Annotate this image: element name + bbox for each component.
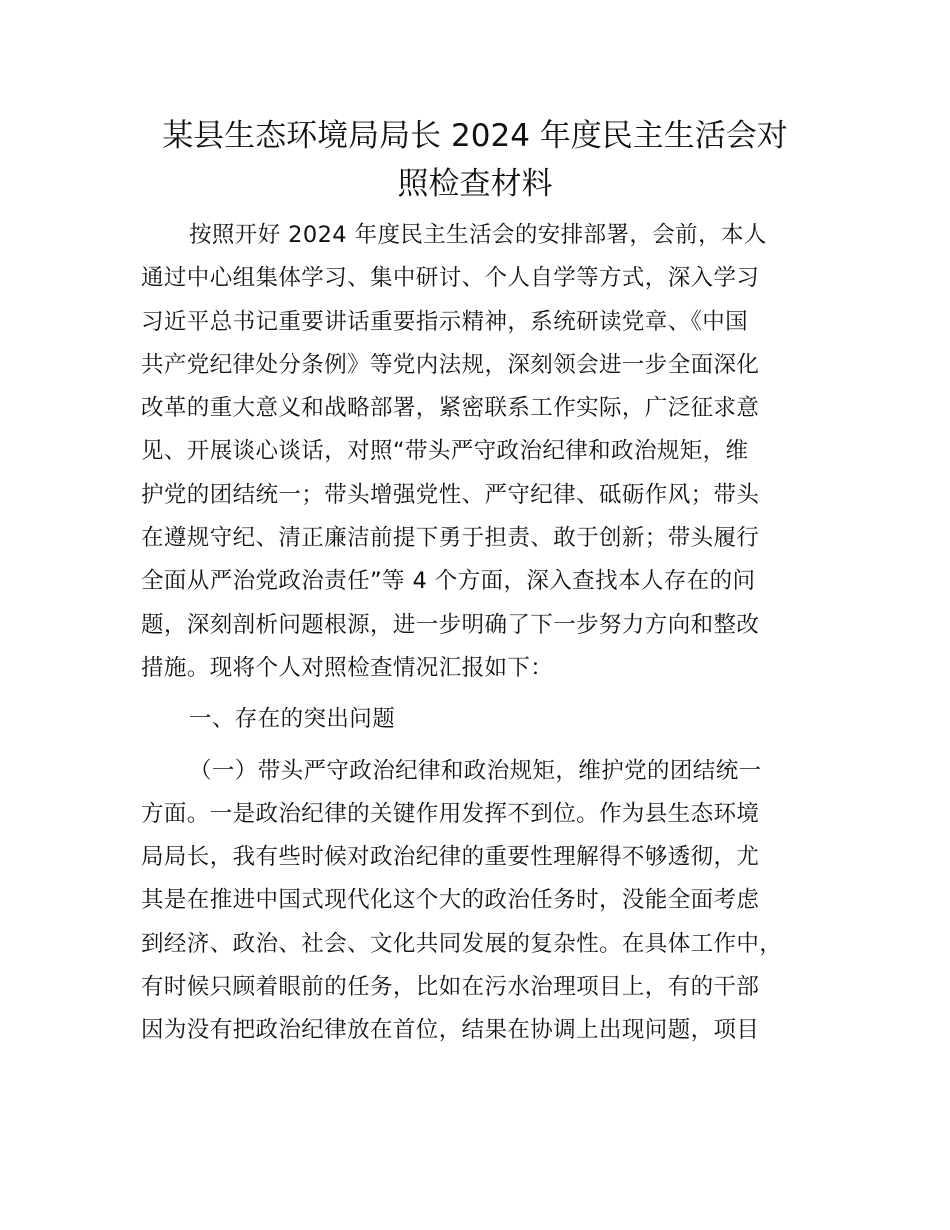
paragraph-line: 见、开展谈心谈话，对照“带头严守政治纪律和政治规矩，维 <box>141 438 749 465</box>
paragraph-line: 在遵规守纪、清正廉洁前提下勇于担责、敢于创新；带头履行 <box>141 525 760 552</box>
title-line: 照检查材料 <box>397 166 553 202</box>
paragraph-line: 题，深刻剖析问题根源，进一步明确了下一步努力方向和整改 <box>141 611 760 638</box>
paragraph-line: 到经济、政治、社会、文化共同发展的复杂性。在具体工作中， <box>141 930 783 957</box>
paragraph-line: 方面。一是政治纪律的关键作用发挥不到位。作为县生态环境 <box>141 800 760 827</box>
paragraph-line: 护党的团结统一；带头增强党性、严守纪律、砥砺作风；带头 <box>141 481 760 508</box>
paragraph-line: 通过中心组集体学习、集中研讨、个人自学等方式，深入学习 <box>141 265 760 292</box>
paragraph-line: 共产党纪律处分条例》等党内法规，深刻领会进一步全面深化 <box>141 351 760 378</box>
paragraph-line: 全面从严治党政治责任”等 4 个方面，深入查找本人存在的问 <box>141 568 756 595</box>
paragraph-line: 按照开好 2024 年度民主生活会的安排部署，会前，本人 <box>189 222 767 248</box>
paragraph-line: （一）带头严守政治纪律和政治规矩，维护党的团结统一 <box>189 757 762 784</box>
paragraph-line: 措施。现将个人对照检查情况汇报如下： <box>141 654 554 681</box>
paragraph-line: 有时候只顾着眼前的任务，比如在污水治理项目上，有的干部 <box>141 974 760 1001</box>
title-line: 某县生态环境局局长 2024 年度民主生活会对 <box>162 118 788 154</box>
paragraph-line: 习近平总书记重要讲话重要指示精神，系统研读党章、《中国 <box>141 308 749 335</box>
intro-paragraph <box>141 214 813 690</box>
document-body <box>141 214 813 1053</box>
paragraph-line: 局局长，我有些时候对政治纪律的重要性理解得不够透彻，尤 <box>141 844 760 871</box>
document-title <box>130 112 820 208</box>
paragraph-line: 其是在推进中国式现代化这个大的政治任务时，没能全面考虑 <box>141 887 760 914</box>
paragraph-line: 改革的重大意义和战略部署，紧密联系工作实际，广泛征求意 <box>141 395 760 422</box>
paragraph-line: 因为没有把政治纪律放在首位，结果在协调上出现问题，项目 <box>141 1017 760 1044</box>
section-heading: 一、存在的突出问题 <box>189 706 396 733</box>
section1-paragraph <box>141 750 813 1053</box>
